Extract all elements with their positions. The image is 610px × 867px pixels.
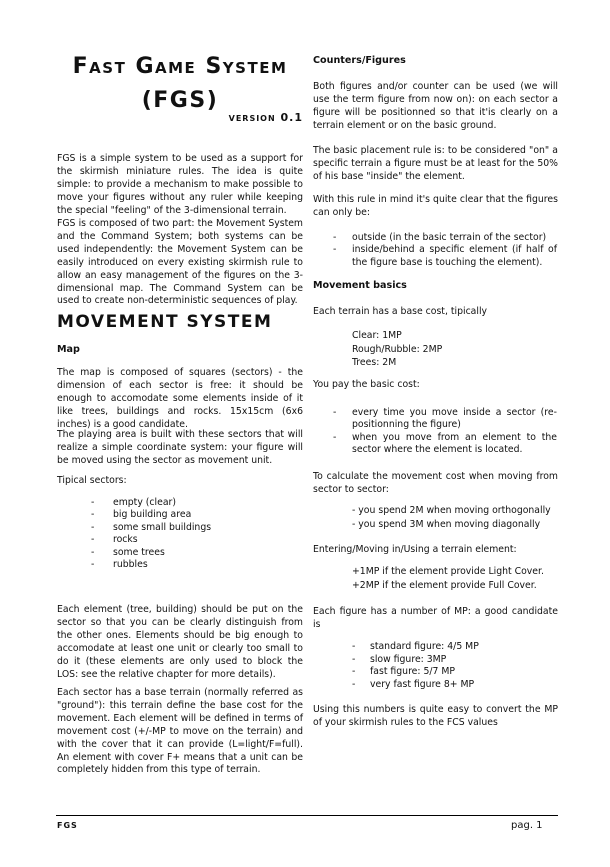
subheading-counters: Counters/Figures <box>313 55 406 66</box>
paragraph: With this rule in mind it's quite clear that the figures can only be: <box>313 194 558 218</box>
paragraph: Tipical sectors: <box>57 475 127 486</box>
subheading-movement-basics: Movement basics <box>313 280 407 291</box>
sector-list <box>91 497 291 571</box>
list-item: - slow figure: 3MP <box>352 653 447 665</box>
movement-cost-list <box>352 504 551 531</box>
paragraph: To calculate the movement cost when moving from sector to sector: <box>313 471 558 495</box>
list-item: - standard figure: 4/5 MP <box>352 641 479 652</box>
paragraph: Each element (tree, building) should be put on the sector so that you can be clearly distinguish from the other ones. Elements should be big enough to accomodate at least one unit or clearly too small to do it (these elements are only used to block the LOS: see the relative chapter for more details). <box>57 604 303 680</box>
figure-position-list <box>333 232 557 269</box>
figure-mp-list <box>352 641 552 691</box>
list-item: - some trees <box>91 546 165 558</box>
list-item: Trees: 2M <box>352 357 397 368</box>
document-title-acronym: (FGS) <box>141 88 219 113</box>
intro-paragraph: FGS is composed of two part: the Movement System and the Command System; both systems can be used independently: the Movement System can be easily introduced on every existing skirmish rule to allow an easy management of the figures on the 3-dimensional map. The Command System can be used to create non-deterministic sequences of play. <box>57 218 303 307</box>
list-item: - every time you move inside a sector (re-positionning the figure) <box>333 407 557 431</box>
paragraph: Each terrain has a base cost, tipically <box>313 306 488 317</box>
paragraph: Entering/Moving in/Using a terrain element: <box>313 544 517 555</box>
page-number: pag. 1 <box>511 820 543 831</box>
terrain-cost-list <box>352 329 442 370</box>
intro-paragraph: FGS is a simple system to be used as a support for the skirmish miniature rules. The idea is quite simple: to provide a mechanism to make possible to move your figures without any ruler while keeping the special "feeling" of the 3-dimensional terrain. <box>57 153 303 216</box>
footer-title: FGS <box>57 821 78 830</box>
subheading-map: Map <box>57 344 80 355</box>
paragraph: The playing area is built with these sectors that will realize a simple coordinate system: your figure will be moved using the sector as movement unit. <box>57 429 303 466</box>
list-item: - you spend 2M when moving orthogonally <box>352 505 551 516</box>
list-item: - rocks <box>91 534 138 546</box>
list-item: +1MP if the element provide Light Cover. <box>352 566 544 577</box>
list-item: - you spend 3M when moving diagonally <box>352 518 541 530</box>
paragraph: Both figures and/or counter can be used (we will use the term figure from now on): on each sector a figure will be positionned so that it'is clearly on a terrain element or on the basic ground. <box>313 81 558 131</box>
paragraph: The basic placement rule is: to be considered "on" a specific terrain a figure must be at least for the 50% of his base "inside" the element. <box>313 145 558 182</box>
cover-cost-list <box>352 565 544 592</box>
paragraph: Each figure has a number of MP: a good candidate is <box>313 606 558 630</box>
list-item: - some small buildings <box>91 521 212 533</box>
paragraph: Each sector has a base terrain (normally referred as "ground"): this terrain define the base cost for the movement. Each element will be defined in terms of movement cost (+/-MP to move on the terrain) and with the cover that it can provide (L=light/F=full). An element with cover F+ means that a unit can be completely hidden from this type of terrain. <box>57 687 303 776</box>
list-item: Clear: 1MP <box>352 330 402 341</box>
document-title: Fast Game System <box>72 54 288 79</box>
list-item: Rough/Rubble: 2MP <box>352 343 443 355</box>
list-item: +2MP if the element provide Full Cover. <box>352 579 537 591</box>
paragraph: Using this numbers is quite easy to convert the MP of your skirmish rules to the FCS values <box>313 704 558 728</box>
section-heading: MOVEMENT SYSTEM <box>57 312 273 332</box>
list-item: - inside/behind a specific element (if half of the figure base is touching the element). <box>333 244 557 268</box>
list-item: - empty (clear) <box>91 497 176 508</box>
list-item: - big building area <box>91 509 192 521</box>
list-item: - rubbles <box>91 559 148 571</box>
list-item: - very fast figure 8+ MP <box>352 678 475 690</box>
paragraph: The map is composed of squares (sectors) - the dimension of each sector is free: it should be enough to accomodate some elements inside of it like trees, buildings and rocks. 15x15cm (6x6 inches) is a good candidate. <box>57 367 303 430</box>
list-item: - when you move from an element to the sector where the element is located. <box>333 431 557 456</box>
footer-divider <box>56 815 558 816</box>
list-item: - outside (in the basic terrain of the sector) <box>333 232 547 243</box>
list-item: - fast figure: 5/7 MP <box>352 666 456 677</box>
paragraph: You pay the basic cost: <box>313 379 420 390</box>
version-label: version 0.1 <box>228 111 303 124</box>
basic-cost-list <box>333 407 557 457</box>
